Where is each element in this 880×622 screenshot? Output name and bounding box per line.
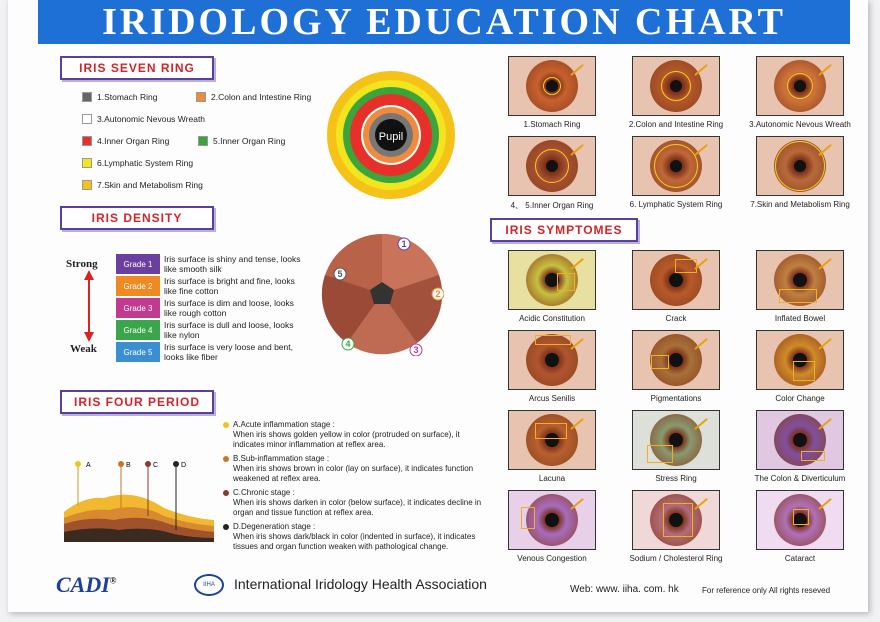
symptom-photo bbox=[508, 410, 596, 470]
symptom-caption: Cataract bbox=[784, 554, 816, 563]
pupil-shape bbox=[669, 273, 683, 287]
stage-dot-icon bbox=[223, 490, 229, 496]
highlight-box bbox=[651, 355, 669, 369]
wheel-number-3: 3 bbox=[413, 345, 419, 355]
symptom-caption: Inflated Bowel bbox=[774, 314, 826, 323]
grade-badge: Grade 2 bbox=[116, 276, 160, 296]
ring-legend-label: 6.Lymphatic System Ring bbox=[97, 158, 194, 168]
highlight-box bbox=[779, 289, 817, 303]
four-period-heading: IRIS FOUR PERIOD bbox=[60, 390, 214, 414]
ring-color-swatch bbox=[82, 136, 92, 146]
symptom-photo bbox=[756, 330, 844, 390]
symptom-caption: Crack bbox=[665, 314, 687, 323]
period-stage bbox=[223, 522, 483, 552]
symptom-photo bbox=[508, 330, 596, 390]
symptom-caption: Acidic Constitution bbox=[519, 314, 585, 323]
ring-legend-item bbox=[82, 114, 205, 124]
ring-legend-item bbox=[82, 180, 203, 190]
period-stage-header bbox=[223, 420, 483, 430]
grade-badge: Grade 3 bbox=[116, 298, 160, 318]
web-address: Web: www. iiha. com. hk bbox=[570, 584, 679, 595]
iiha-badge-text: IIHA bbox=[203, 582, 215, 588]
period-stage-title: A.Acute inflammation stage : bbox=[233, 420, 335, 429]
ring-photo-caption: 7.Skin and Metabolism Ring bbox=[750, 200, 850, 209]
period-stage-text: When iris shows golden yellow in color (protruded on surface), it indicates minor inflammation at reflex area. bbox=[233, 430, 460, 449]
stage-dot-icon bbox=[223, 524, 229, 530]
period-stage-header bbox=[223, 522, 483, 532]
symptom-photo bbox=[632, 250, 720, 310]
registered-mark: ® bbox=[109, 575, 117, 586]
period-stage bbox=[223, 488, 483, 518]
highlight-box bbox=[647, 445, 673, 463]
symptom-photo bbox=[632, 410, 720, 470]
iiha-badge-icon bbox=[194, 574, 224, 596]
highlight-ring bbox=[775, 141, 825, 191]
symptom-photo bbox=[756, 410, 844, 470]
period-stage-text: When iris shows darken in color (below surface), it indicates decline in organ and tissue function at reflex area. bbox=[233, 498, 482, 517]
grade-description: Iris surface is dull and loose, looks like nylon bbox=[164, 320, 294, 340]
reference-note: For reference only All rights reseved bbox=[702, 586, 831, 595]
wheel-number-4: 4 bbox=[345, 339, 351, 349]
density-arrow bbox=[82, 270, 96, 342]
symptom-caption: Color Change bbox=[775, 394, 825, 403]
ring-legend-label: 1.Stomach Ring bbox=[97, 92, 158, 102]
symptom-caption: Pigmentations bbox=[650, 394, 702, 403]
ring-color-swatch bbox=[82, 114, 92, 124]
period-stage-header bbox=[223, 454, 483, 464]
period-stage bbox=[223, 454, 483, 484]
highlight-box bbox=[557, 273, 575, 291]
period-stage-text: When iris shows dark/black in color (indented in surface), it indicates tissues and organ function weaken with pathological change. bbox=[233, 532, 476, 551]
highlight-box bbox=[535, 423, 567, 439]
symptom-photo bbox=[756, 490, 844, 550]
chart-sheet bbox=[8, 0, 868, 612]
org-name: International Iridology Health Association bbox=[234, 576, 487, 592]
pupil-shape bbox=[793, 433, 807, 447]
stage-dot-icon bbox=[223, 456, 229, 462]
highlight-box bbox=[535, 335, 571, 345]
wheel-number-5: 5 bbox=[337, 269, 343, 279]
period-marker-b: B bbox=[126, 462, 131, 469]
ring-photo-caption: 3.Autonomic Nevous Wreath bbox=[749, 120, 851, 129]
symptoms-heading: IRIS SYMPTOMES bbox=[490, 218, 638, 242]
symptom-photo bbox=[508, 490, 596, 550]
strong-label: Strong bbox=[66, 258, 98, 270]
pupil-shape bbox=[793, 273, 807, 287]
pupil-shape bbox=[669, 353, 683, 367]
ring-legend-label: 3.Autonomic Nevous Wreath bbox=[97, 114, 206, 124]
symptom-caption: Sodium / Cholesterol Ring bbox=[629, 554, 723, 563]
ring-legend-label: 7.Skin and Metabolism Ring bbox=[97, 180, 203, 190]
ring-legend-label: 5.Inner Organ Ring bbox=[213, 136, 286, 146]
pupil-label: Pupil bbox=[378, 131, 404, 143]
ring-photo bbox=[756, 136, 844, 196]
symptom-caption: Stress Ring bbox=[655, 474, 697, 483]
grade-badge: Grade 4 bbox=[116, 320, 160, 340]
ring-legend-item bbox=[196, 92, 311, 102]
period-stage-title: D.Degeneration stage : bbox=[233, 522, 316, 531]
symptom-photo bbox=[756, 250, 844, 310]
symptom-caption: The Colon & Diverticulum bbox=[754, 474, 846, 483]
highlight-ring bbox=[787, 73, 813, 99]
seven-ring-heading: IRIS SEVEN RING bbox=[60, 56, 214, 80]
highlight-box bbox=[793, 509, 809, 525]
four-period-diagram bbox=[64, 452, 216, 546]
wheel-number-1: 1 bbox=[401, 239, 407, 249]
ring-legend-item bbox=[82, 158, 193, 168]
period-stage bbox=[223, 420, 483, 450]
ring-color-swatch bbox=[198, 136, 208, 146]
symptom-photo bbox=[632, 330, 720, 390]
ring-legend-item bbox=[82, 136, 169, 146]
density-wheel bbox=[320, 232, 444, 356]
ring-color-swatch bbox=[82, 158, 92, 168]
grade-description: Iris surface is very loose and bent, looks like fiber bbox=[164, 342, 293, 362]
title-banner bbox=[38, 0, 850, 44]
ring-legend-item bbox=[82, 92, 157, 102]
pupil-shape bbox=[545, 513, 559, 527]
period-marker-a: A bbox=[86, 462, 91, 469]
period-stage-title: B.Sub-inflammation stage : bbox=[233, 454, 330, 463]
cadi-logo bbox=[56, 572, 117, 598]
period-marker-d: D bbox=[181, 462, 187, 469]
period-stage-text: When iris shows brown in color (lay on surface), it indicates function weakened at reflex area. bbox=[233, 464, 474, 483]
symptom-caption: Arcus Senilis bbox=[528, 394, 576, 403]
grade-badge: Grade 1 bbox=[116, 254, 160, 274]
ring-photo bbox=[508, 136, 596, 196]
ring-photo bbox=[632, 56, 720, 116]
highlight-ring bbox=[535, 149, 569, 183]
highlight-box bbox=[521, 507, 535, 529]
ring-legend-label: 4.Inner Organ Ring bbox=[97, 136, 170, 146]
grade-description: Iris surface is bright and fine, looks like fine cotton bbox=[164, 276, 295, 296]
grade-description: Iris surface is shiny and tense, looks like smooth silk bbox=[164, 254, 301, 274]
symptom-caption: Venous Congestion bbox=[517, 554, 587, 563]
ring-color-swatch bbox=[82, 180, 92, 190]
grade-description: Iris surface is dim and loose, looks like rough cotton bbox=[164, 298, 294, 318]
density-heading: IRIS DENSITY bbox=[60, 206, 214, 230]
ring-photo-caption: 2.Colon and Intestine Ring bbox=[628, 120, 724, 129]
ring-photo bbox=[632, 136, 720, 196]
highlight-box bbox=[793, 361, 815, 381]
highlight-box bbox=[663, 503, 693, 537]
wheel-number-2: 2 bbox=[435, 289, 441, 299]
grade-badge: Grade 5 bbox=[116, 342, 160, 362]
period-stage-title: C.Chronic stage : bbox=[233, 488, 295, 497]
pupil-shape bbox=[545, 353, 559, 367]
highlight-box bbox=[801, 451, 825, 461]
ring-photo bbox=[756, 56, 844, 116]
period-marker-c: C bbox=[153, 462, 159, 469]
highlight-ring bbox=[661, 71, 691, 101]
page-title: IRIDOLOGY EDUCATION CHART bbox=[102, 1, 786, 43]
seven-ring-diagram bbox=[326, 70, 456, 200]
highlight-ring bbox=[543, 77, 561, 95]
ring-photo-caption: 1.Stomach Ring bbox=[523, 120, 581, 129]
symptom-photo bbox=[632, 490, 720, 550]
highlight-box bbox=[675, 259, 697, 273]
ring-color-swatch bbox=[82, 92, 92, 102]
ring-photo-caption: 6. Lymphatic System Ring bbox=[629, 200, 723, 209]
symptom-photo bbox=[508, 250, 596, 310]
highlight-ring bbox=[654, 144, 698, 188]
ring-photo-caption: 4、 5.Inner Organ Ring bbox=[510, 201, 594, 210]
ring-legend-label: 2.Colon and Intestine Ring bbox=[211, 92, 312, 102]
ring-color-swatch bbox=[196, 92, 206, 102]
cadi-logo-text: CADI bbox=[56, 572, 110, 597]
stage-dot-icon bbox=[223, 422, 229, 428]
period-stage-header bbox=[223, 488, 483, 498]
symptom-caption: Lacuna bbox=[538, 474, 566, 483]
ring-legend-item bbox=[198, 136, 285, 146]
weak-label: Weak bbox=[70, 343, 97, 355]
ring-photo bbox=[508, 56, 596, 116]
